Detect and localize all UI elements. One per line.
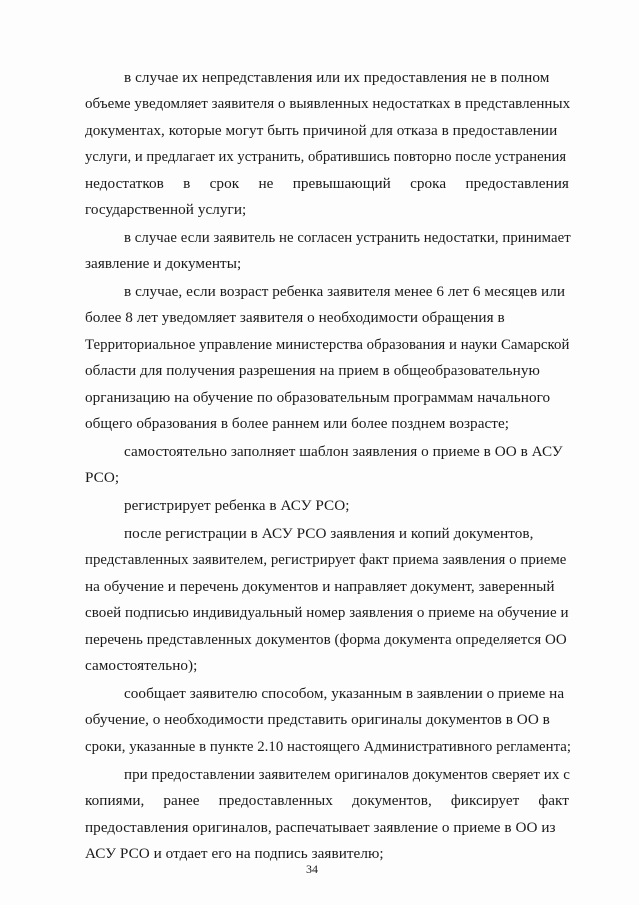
text-line-justified xyxy=(85,788,569,814)
text-line: в случае если заявитель не согласен устранить недостатки, принимает xyxy=(124,230,571,246)
text-line: Территориальное управление министерства образования и науки Самарской xyxy=(85,337,570,353)
word: документов, xyxy=(351,792,432,809)
text-line-justified xyxy=(85,171,569,197)
text-line: регистрирует ребенка в АСУ РСО; xyxy=(124,497,350,514)
text-line: перечень представленных документов (форма документа определяется ОО xyxy=(85,632,567,648)
text-line: более 8 лет уведомляет заявителя о необходимости обращения в xyxy=(85,309,505,326)
text-line: представленных заявителем, регистрирует факт приема заявления о приеме xyxy=(85,552,567,568)
text-line: предоставления оригиналов, распечатывает заявление о приеме в ОО из xyxy=(85,819,556,836)
text-line: на обучение и перечень документов и направляет документ, заверенный xyxy=(85,578,555,595)
text-line: услуги, и предлагает их устранить, обратившись повторно после устранения xyxy=(85,149,567,165)
word: срок xyxy=(209,175,240,192)
word: ранее xyxy=(163,792,200,809)
word: предоставления xyxy=(465,175,569,192)
text-line: заявление и документы; xyxy=(85,255,242,272)
text-line: в случае их непредставления или их предоставления не в полном xyxy=(124,69,550,86)
word: предоставленных xyxy=(218,792,333,809)
text-line: своей подписью индивидуальный номер заявления о приеме на обучение и xyxy=(85,605,569,621)
word: фиксирует xyxy=(450,792,520,809)
text-line: сообщает заявителю способом, указанным в заявлении о приеме на xyxy=(124,685,565,702)
page-number: 34 xyxy=(306,862,318,876)
text-line: области для получения разрешения на прием в общеобразовательную xyxy=(85,362,540,379)
text-line: обучение, о необходимости представить оригиналы документов в ОО в xyxy=(85,711,550,728)
text-line: после регистрации в АСУ РСО заявления и копий документов, xyxy=(124,525,534,542)
text-line: сроки, указанные в пункте 2.10 настоящего Административного регламента; xyxy=(85,739,572,755)
word: недостатков xyxy=(85,175,164,192)
word: не xyxy=(258,175,274,192)
text-line: самостоятельно заполняет шаблон заявления о приеме в ОО в АСУ xyxy=(124,443,563,460)
text-line: объеме уведомляет заявителя о выявленных недостатках в представленных xyxy=(85,96,571,112)
text-line: при предоставлении заявителем оригиналов документов сверяет их с xyxy=(124,767,570,783)
text-line: государственной услуги; xyxy=(85,201,247,218)
text-line: организацию на обучение по образовательным программам начального xyxy=(85,389,551,406)
word: факт xyxy=(538,792,569,809)
word: срока xyxy=(410,175,447,192)
word: копиями, xyxy=(85,792,145,809)
word: в xyxy=(183,175,191,192)
text-line: самостоятельно); xyxy=(85,657,198,674)
text-line: общего образования в более раннем или более позднем возрасте; xyxy=(85,415,510,432)
text-line: АСУ РСО и отдает его на подпись заявителю; xyxy=(85,845,384,862)
text-line: документах, которые могут быть причиной для отказа в предоставлении xyxy=(85,122,558,139)
word: превышающий xyxy=(292,175,391,192)
text-line: РСО; xyxy=(85,469,120,486)
text-line: в случае, если возраст ребенка заявителя менее 6 лет 6 месяцев или xyxy=(124,283,566,300)
